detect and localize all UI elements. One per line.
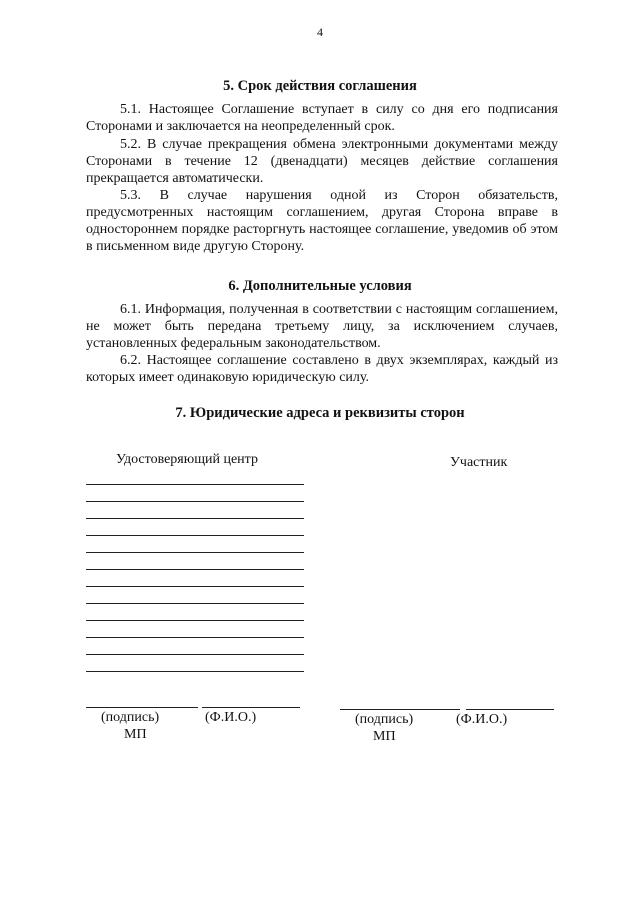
fill-line xyxy=(86,518,304,519)
party-label-participant: Участник xyxy=(450,455,508,470)
fill-line xyxy=(86,501,304,502)
section-title-5: 5. Срок действия соглашения xyxy=(223,78,417,94)
fill-line xyxy=(86,569,304,570)
right-name-caption: (Ф.И.О.) xyxy=(456,712,508,727)
fill-line xyxy=(86,637,304,638)
fill-line xyxy=(86,671,304,672)
paragraph-5-1: 5.1. Настоящее Соглашение вступает в силу со дня его подписания Сторонами и заключается на неопределенный срок. xyxy=(86,102,558,134)
left-signature-line xyxy=(86,707,198,708)
fill-line xyxy=(86,620,304,621)
paragraph-5-3: 5.3. В случае нарушения одной из Сторон обязательств, предусмотренных настоящим соглашением, другая Сторона вправе в одностороннем порядке расторгнуть настоящее соглашение, уведомив об этом в письменном виде другую Сторону. xyxy=(86,188,558,254)
right-name-line xyxy=(466,709,554,710)
party-label-certification-center: Удостоверяющий центр xyxy=(116,452,258,467)
page-number: 4 xyxy=(317,25,323,39)
fill-line xyxy=(86,535,304,536)
left-name-caption: (Ф.И.О.) xyxy=(205,710,257,725)
paragraph-6-1: 6.1. Информация, полученная в соответствии с настоящим соглашением, не может быть передана третьему лицу, за исключением случаев, установленных федеральным законодательством. xyxy=(86,302,558,351)
left-stamp-caption: МП xyxy=(124,727,147,742)
fill-line xyxy=(86,586,304,587)
section-title-6: 6. Дополнительные условия xyxy=(228,278,412,294)
fill-line xyxy=(86,603,304,604)
section-title-7: 7. Юридические адреса и реквизиты сторон xyxy=(175,405,465,421)
paragraph-6-2: 6.2. Настоящее соглашение составлено в двух экземплярах, каждый из которых имеет одинаковую юридическую силу. xyxy=(86,353,558,385)
fill-line xyxy=(86,654,304,655)
left-signature-caption: (подпись) xyxy=(101,710,160,725)
fill-line xyxy=(86,552,304,553)
left-name-line xyxy=(202,707,300,708)
fill-line xyxy=(86,484,304,485)
right-stamp-caption: МП xyxy=(373,729,396,744)
paragraph-5-2: 5.2. В случае прекращения обмена электронными документами между Сторонами в течение 12 (двенадцати) месяцев действие соглашения прекращается автоматически. xyxy=(86,137,558,186)
right-signature-line xyxy=(340,709,460,710)
right-signature-caption: (подпись) xyxy=(355,712,414,727)
